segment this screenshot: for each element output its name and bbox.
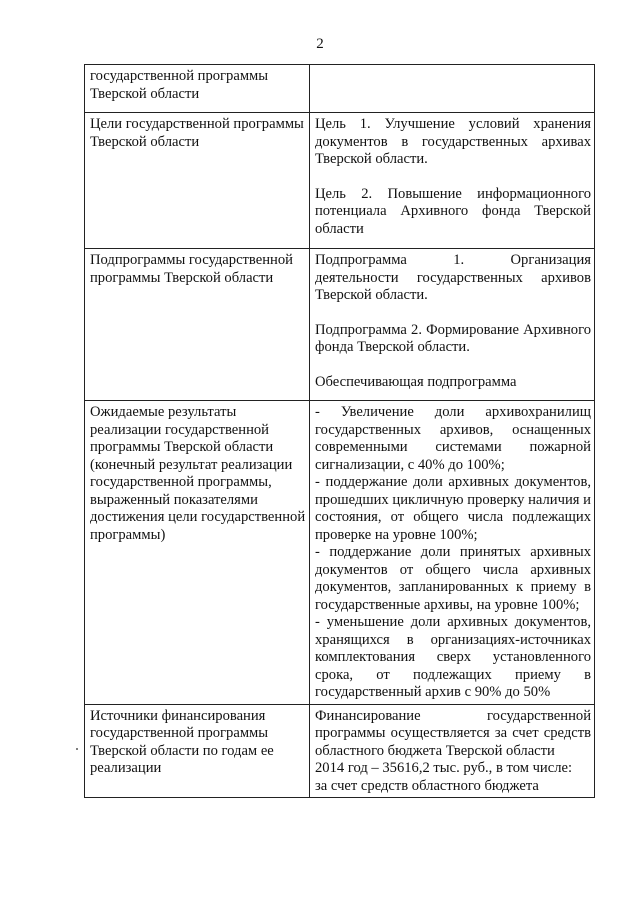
scan-mark <box>76 748 78 750</box>
table-row <box>85 65 595 113</box>
table-row <box>85 249 595 401</box>
result-item: - поддержание доли принятых архивных документов от общего числа архивных документов, запланированных к приему в государственные архивы, на уровне 100%; <box>315 544 591 613</box>
goal-2: Цель 2. Повышение информационного потенциала Архивного фонда Тверской области <box>315 185 591 237</box>
financing-source: за счет средств областного бюджета <box>315 777 539 794</box>
row-value <box>310 65 595 113</box>
financing-text: Финансирование государственной программы осуществляется за счет средств областного бюджета Тверской области <box>315 707 591 759</box>
program-passport-table <box>84 64 595 798</box>
subprogram-1: Подпрограмма 1. Организация деятельности государственных архивов Тверской области. <box>315 252 591 303</box>
result-item: - уменьшение доли архивных документов, хранящихся в организациях-источниках комплектования сверх установленного срока, от подлежащих приему в государственный архив с 90% до 50% <box>315 614 591 700</box>
row-label: Ожидаемые результаты реализации государственной программы Тверской области (конечный результат реализации государственной программы, выраженный показателями достижения цели государственной программы) <box>85 401 310 705</box>
result-item: - поддержание доли архивных документов, прошедших цикличную проверку наличия и состояния, от общего числа подлежащих проверке на уровне 100%; <box>315 474 591 543</box>
table-row <box>85 704 595 798</box>
row-label: государственной программы Тверской области <box>85 65 310 113</box>
page-number: 2 <box>316 36 324 52</box>
table-row <box>85 401 595 705</box>
row-value <box>310 113 595 249</box>
row-label: Источники финансирования государственной программы Тверской области по годам ее реализации <box>85 704 310 798</box>
row-value <box>310 249 595 401</box>
row-label: Цели государственной программы Тверской области <box>85 113 310 249</box>
result-item: - Увеличение доли архивохранилищ государственных архивов, оснащенных современными системами пожарной сигнализации, с 40% до 100%; <box>315 404 591 473</box>
row-value <box>310 401 595 705</box>
goal-1: Цель 1. Улучшение условий хранения документов в государственных архивах Тверской области. <box>315 116 591 167</box>
row-label: Подпрограммы государственной программы Тверской области <box>85 249 310 401</box>
table-row <box>85 113 595 249</box>
row-value <box>310 704 595 798</box>
financing-year: 2014 год – 35616,2 тыс. руб., в том числе: <box>315 760 573 776</box>
subprogram-2: Подпрограмма 2. Формирование Архивного фонда Тверской области. <box>315 321 591 355</box>
subprogram-support: Обеспечивающая подпрограмма <box>315 373 517 390</box>
